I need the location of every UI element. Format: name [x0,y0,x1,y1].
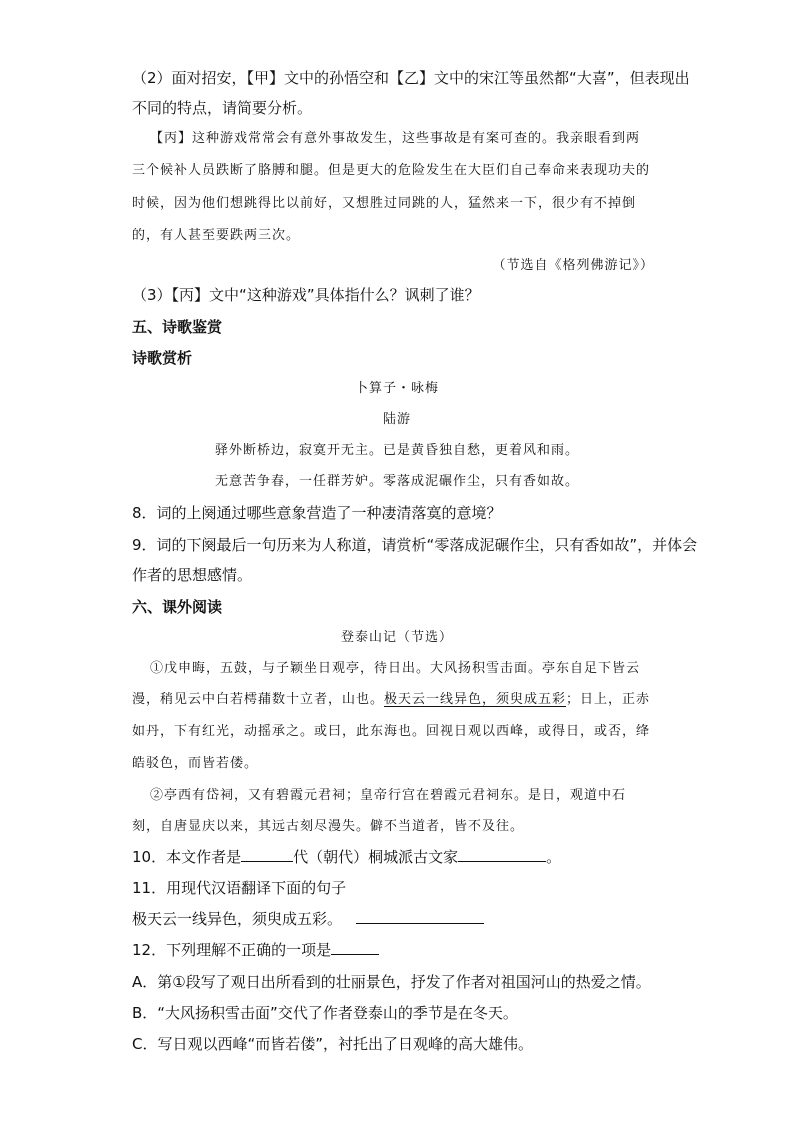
passage-bing-line2: 三个候补人员跌断了胳膊和腿。但是更大的危险发生在大臣们自己奉命来表现功夫的 [132,163,651,178]
option-b: B．“大风扬积雪击面”交代了作者登泰山的季节是在冬天。 [132,1004,518,1022]
poem-author: 陆游 [382,412,411,427]
poem-line2: 无意苦争春，一任群芳妒。零落成泥碾作尘，只有香如故。 [214,474,579,489]
question-11-sentence: 极天云一线异色，须臾成五彩。 [132,910,343,928]
passage-bing-line4: 的，有人甚至要跌两三次。 [132,228,301,243]
question-10-prefix: 10．本文作者是 [132,848,242,866]
question-10-suffix: 。 [546,848,562,866]
passage-p1-line2-start: 漫，稍见云中白若樗蒱数十立者，山也。 [132,692,385,707]
option-c: C．写日观以西峰“而皆若偻”，衬托出了日观峰的高大雄伟。 [132,1035,534,1053]
question-11-prompt: 11．用现代汉语翻译下面的句子 [132,879,347,897]
question-3: （3）【丙】文中“这种游戏”具体指什么？讽刺了谁？ [132,286,480,304]
answer-blank-translation[interactable] [356,909,484,924]
question-8: 8．词的上阕通过哪些意象营造了一种凄清落寞的意境？ [132,504,502,522]
passage-p2-line1: ②亭西有岱祠，又有碧霞元君祠；皇帝行宫在碧霞元君祠东。是日，观道中石 [150,788,627,803]
passage-p1-line4: 皓驳色，而皆若偻。 [132,756,259,771]
passage-p2-line2: 刻，自唐显庆以来，其远古刻尽漫失。僻不当道者，皆不及往。 [132,819,525,834]
poem-title: 卜算子・咏梅 [354,381,439,396]
passage-p1-line1: ①戊申晦，五鼓，与子颖坐日观亭，待日出。大风扬积雪击面。亭东自足下皆云 [150,661,641,676]
passage-p1-line2-end: ；日上，正赤 [566,692,651,707]
section-5-subtitle: 诗歌赏析 [132,349,193,367]
section-6-title: 六、课外阅读 [132,598,223,616]
passage-title: 登泰山记（节选） [340,630,453,645]
passage-bing-source: （节选自《格列佛游记》） [492,258,654,273]
answer-blank-dynasty[interactable] [241,847,293,862]
answer-blank-choice[interactable] [331,940,379,955]
question-2-line2: 不同的特点，请简要分析。 [132,99,313,117]
poem-line1: 驿外断桥边，寂寞开无主。已是黄昏独自愁，更着风和雨。 [214,443,579,458]
section-5-title: 五、诗歌鉴赏 [132,318,223,336]
question-2-line1: （2）面对招安，【甲】文中的孙悟空和【乙】文中的宋江等虽然都“大喜”，但表现出 [132,69,690,87]
question-9-line2: 作者的思想感情。 [132,566,253,584]
question-12-prompt: 12．下列理解不正确的一项是 [132,941,332,959]
option-a: A．第①段写了观日出所看到的壮丽景色，抒发了作者对祖国河山的热爱之情。 [132,973,651,991]
passage-p1-line3: 如丹，下有红光，动摇承之。或曰，此东海也。回视日观以西峰，或得日，或否，绛 [132,724,651,739]
underlined-sentence: 极天云一线异色，须臾成五彩 [384,692,567,707]
question-9-line1: 9．词的下阕最后一句历来为人称道，请赏析“零落成泥碾作尘，只有香如故”，并体会 [132,536,698,554]
answer-blank-author[interactable] [458,847,546,862]
question-12-prompt-line [132,940,379,960]
passage-bing-line3: 时候，因为他们想跳得比以前好，又想胜过同跳的人，猛然来一下，很少有不掉倒 [132,196,637,211]
passage-p1-line2 [132,690,650,710]
question-10 [132,847,561,867]
question-10-middle: 代（朝代）桐城派古文家 [293,848,459,866]
question-11-sentence-line [132,909,484,929]
passage-bing-line1: 【丙】这种游戏常常会有意外事故发生，这些事故是有案可查的。我亲眼看到两 [150,131,641,146]
